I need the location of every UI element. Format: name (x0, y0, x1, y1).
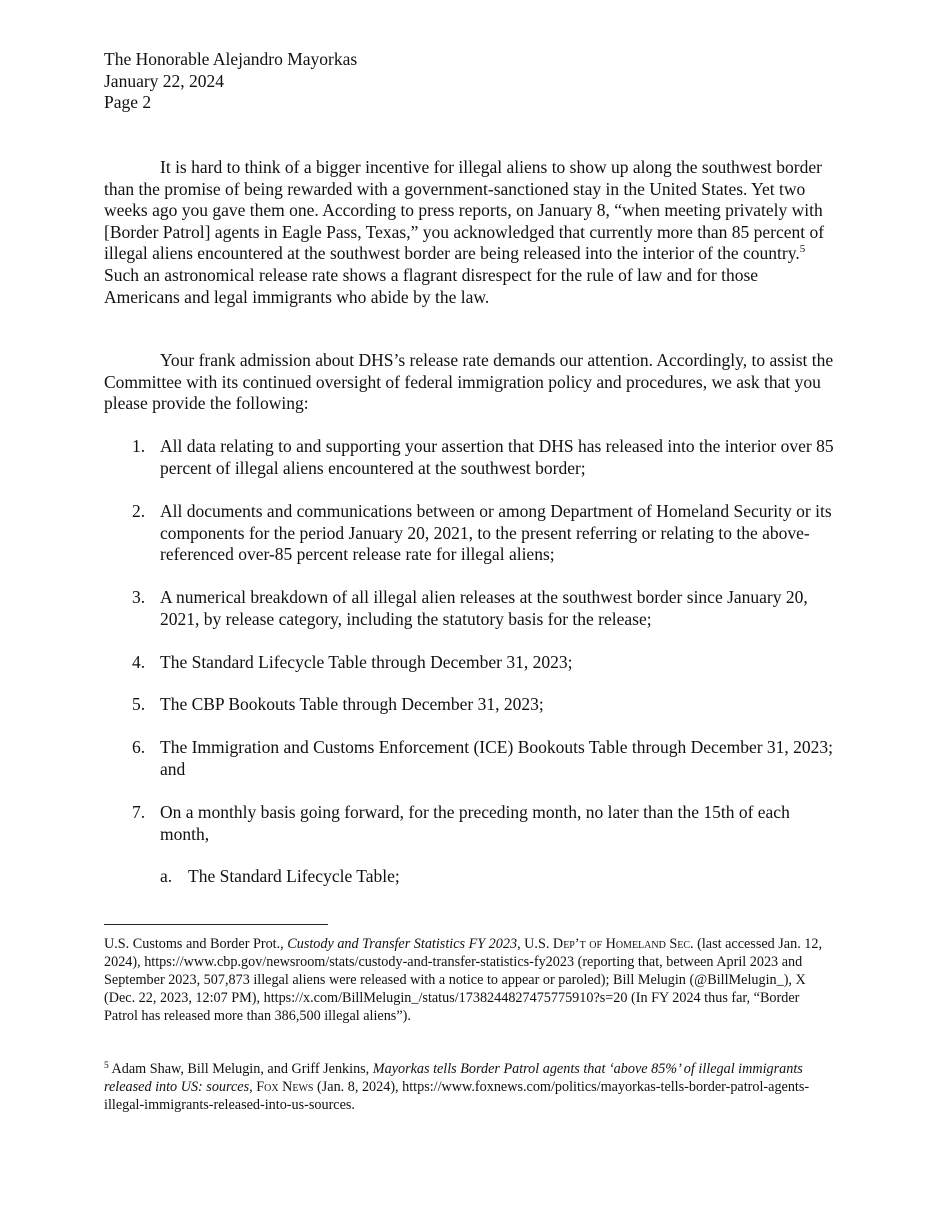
footnote-text: , F (249, 1079, 265, 1095)
paragraph-request-intro (104, 350, 834, 415)
footnote-smallcaps: ews (292, 1079, 314, 1095)
footnote-text: (last accessed Jan. 12, 2024), https://www.cbp.gov/newsroom/stats/custody-and-transfer-statistics-fy2023 (reporting that, between April 2023 and September 2023, 507,873 illegal aliens were released with a notice to appear or paroled); Bill Melugin (@BillMelugin_), X (Dec. 22, 2023, 12:07 PM), https://x.com/BillMelugin_/status/1738244827475775910?s=20 (In FY 2024 thus far, “Border Patrol has released more than 386,500 illegal aliens”). (104, 936, 823, 1024)
list-number: 6. (132, 737, 146, 757)
paragraph-text-cont: Such an astronomical release rate shows a flagrant disrespect for the rule of law and for those Americans and legal immigrants who abide by the law. (104, 264, 759, 307)
list-text: All documents and communications between or among Department of Homeland Security or its components for the period January 20, 2021, to the present referring or relating to the above-referenced over-85 percent release rate for illegal aliens; (160, 501, 832, 565)
footnote-5 (104, 1060, 834, 1114)
list-number: 7. (132, 802, 146, 822)
footnote-smallcaps: ep’t of (563, 936, 603, 952)
recipient-line: The Honorable Alejandro Mayorkas (104, 49, 358, 69)
footnote-text: N (278, 1079, 293, 1095)
list-text: The CBP Bookouts Table through December 31, 2023; (160, 694, 544, 714)
list-text: On a monthly basis going forward, for the preceding month, no later than the 15th of each month, (160, 802, 790, 844)
footnote-text: H (602, 936, 616, 952)
footnote-text: (Jan. 8, 2024), https://www.foxnews.com/politics/mayorkas-tells-border-patrol-agents-illegal-immigrants-released-into-us-sources. (104, 1079, 810, 1113)
page-number: Page 2 (104, 92, 152, 112)
sub-list-letter: a. (160, 866, 173, 886)
letter-header (104, 49, 357, 114)
list-text: The Standard Lifecycle Table through December 31, 2023; (160, 652, 573, 672)
footnote-text: Adam Shaw, Bill Melugin, and Griff Jenkins, (108, 1061, 373, 1077)
footnote-text: S (665, 936, 678, 952)
footnote-continued (104, 935, 834, 1025)
paragraph-release-incentive (104, 157, 834, 308)
footnote-ref-5: 5 (799, 243, 806, 256)
list-number: 4. (132, 652, 146, 672)
footnote-divider (104, 924, 328, 925)
list-number: 1. (132, 436, 146, 456)
footnote-smallcaps: ox (264, 1079, 279, 1095)
list-text: The Immigration and Customs Enforcement (ICE) Bookouts Table through December 31, 2023; and (160, 737, 834, 779)
footnote-text: U.S. Customs and Border Prot., (104, 936, 288, 952)
list-number: 2. (132, 501, 146, 521)
sub-list-text: The Standard Lifecycle Table; (188, 866, 400, 886)
list-text: A numerical breakdown of all illegal alien releases at the southwest border since January 20, 2021, by release category, including the statutory basis for the release; (160, 587, 808, 629)
date-line: January 22, 2024 (104, 70, 225, 91)
footnote-text: , U.S. D (517, 936, 564, 952)
list-text: All data relating to and supporting your assertion that DHS has released into the interior over 85 percent of illegal aliens encountered at the southwest border; (160, 436, 834, 478)
footnote-title: Mayorkas tells Border Patrol agents that ‘above 85%’ of illegal immigrants released into US: sources (104, 1061, 803, 1095)
paragraph-text: Your frank admission about DHS’s release rate demands our attention. Accordingly, to assist the Committee with its continued oversight of federal immigration policy and procedures, we ask that you please provide the following: (104, 350, 834, 414)
list-number: 3. (132, 587, 146, 607)
footnote-smallcaps: ec. (677, 936, 694, 952)
paragraph-text: It is hard to think of a bigger incentive for illegal aliens to show up along the southwest border than the promise of being rewarded with a government-sanctioned stay in the United States. Yet two weeks ago you gave them one. According to press reports, on January 8, “when meeting privately with [Border Patrol] agents in Eagle Pass, Texas,” you acknowledged that currently more than 85 percent of illegal aliens encountered at the southwest border are being released into the interior of the country. (104, 157, 825, 264)
footnote-title: Custody and Transfer Statistics FY 2023 (287, 936, 518, 952)
footnote-smallcaps: omeland (615, 936, 666, 952)
list-number: 5. (132, 694, 146, 714)
footnote-number: 5 (104, 1061, 109, 1071)
